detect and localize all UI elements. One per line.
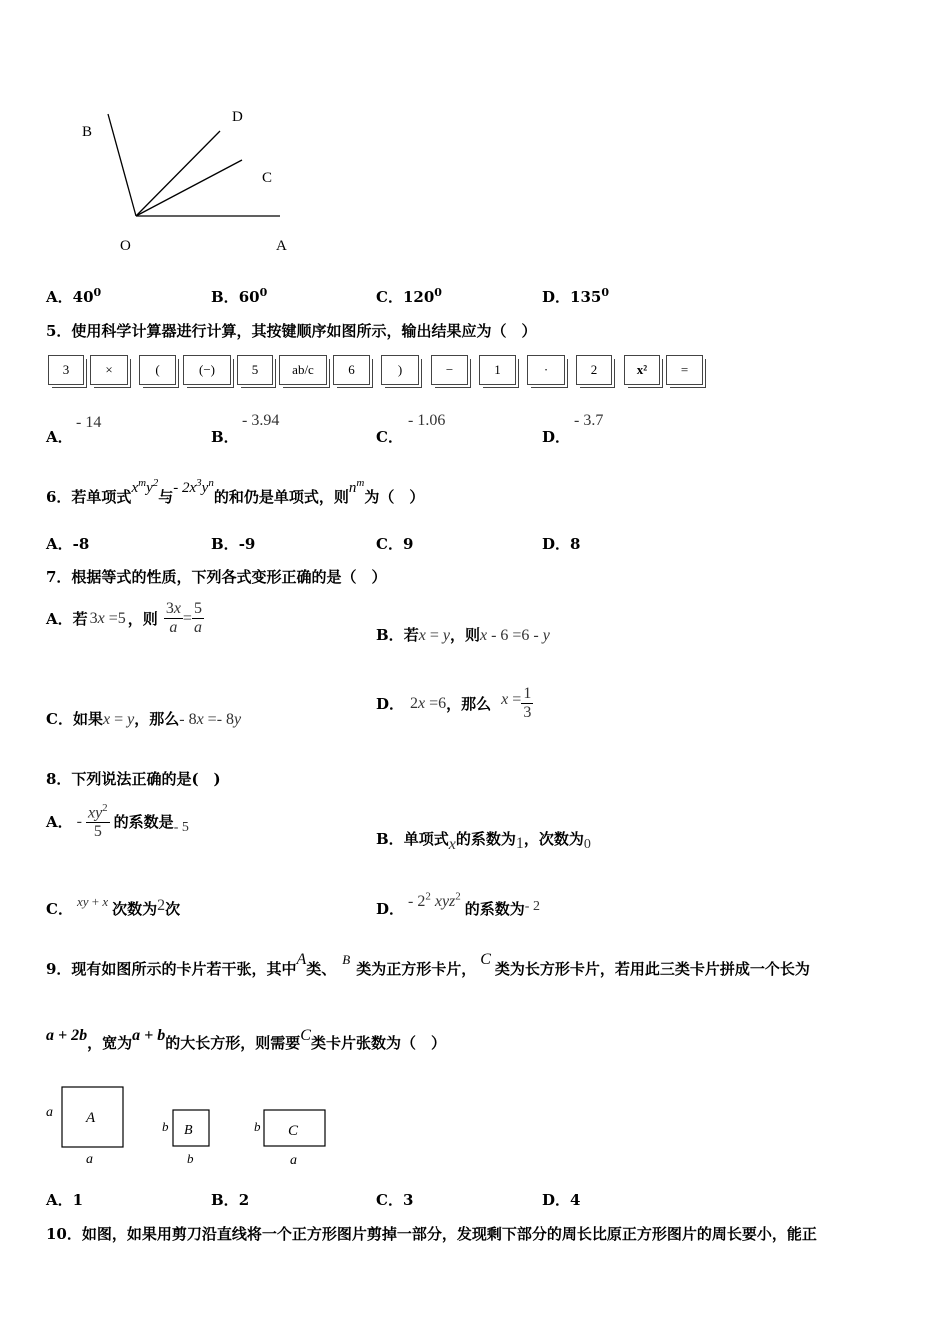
key-negative: (−) [183,355,231,385]
q8-option-a: A． - $\frac{xy^2}{5}$ 的系数是 - 5 [46,802,189,841]
key-minus: − [431,355,468,385]
angle-figure [70,100,310,260]
q5-option-b: B． [211,428,239,446]
q7-option-c: C．如果x = y，那么- 8x =- 8y [46,710,242,728]
q5-option-d: D． [542,428,571,446]
svg-text:a: a [46,1105,53,1120]
key-5: 5 [237,355,273,385]
q6-option-c: C．9 [376,535,414,553]
q6-monomial-2: - $2x^3y^n$ [173,477,214,496]
q6-option-b: B．-9 [211,535,256,553]
label-c: C [262,170,273,186]
q10-stem: 10．如图，如果用剪刀沿直线将一个正方形图片剪掉一部分，发现剩下部分的周长比原正方形图片的周长要小，能正 [46,1225,817,1243]
key-6: 6 [333,355,370,385]
q8-stem: 8．下列说法正确的是( ) [46,770,221,788]
q5-value-c: - 1.06 [408,412,446,429]
q4-option-d: D．$135^0$ [542,286,609,306]
svg-text:b: b [187,1151,194,1166]
key-open-paren: ( [139,355,176,385]
svg-text:a: a [290,1153,297,1168]
key-dot: · [527,355,565,385]
key-equals: = [666,355,703,385]
q6-option-a: A．-8 [46,535,90,553]
svg-text:A: A [86,1110,96,1126]
q7-option-a: A． 若 3x =5 ，则 $\frac{3x}{a}$ = $\frac{5}{a}$ [46,600,202,636]
q9-option-d: D．4 [542,1191,581,1209]
q9-option-b: B．2 [211,1191,250,1209]
key-2: 2 [576,355,612,385]
q4-option-c: C．$120^0$ [376,286,442,306]
q8-option-d: D． - $2^2$ xyz$^2$的系数为- 2 [376,890,540,918]
q5-value-b: - 3.94 [242,412,280,429]
svg-text:b: b [254,1119,261,1134]
label-o: O [120,238,131,254]
q4-option-b: B．$60^0$ [211,286,268,306]
q5-option-a: A． [46,428,73,446]
svg-text:a: a [86,1152,93,1167]
label-a: A [276,238,287,254]
svg-text:B: B [184,1123,193,1138]
cards-figure [40,1080,340,1170]
q5-option-c: C． [376,428,403,446]
key-fraction: ab/c [279,355,327,385]
q6-monomial-1: $x^my^2$ [131,477,159,496]
q5-value-d: - 3.7 [574,412,604,429]
q5-value-a: - 14 [76,414,102,431]
key-close-paren: ) [381,355,419,385]
q7-option-d: D． 2x =6 ，那么 x = $\frac{1}{3}$ [376,685,532,721]
q4-option-a: A．$40^0$ [46,286,102,306]
key-1: 1 [479,355,516,385]
q9-option-a: A．1 [46,1191,84,1209]
q9-option-c: C．3 [376,1191,414,1209]
q8-option-c: C． xy + x 次数为2次 [46,894,181,918]
svg-text:b: b [162,1119,169,1134]
label-d: D [232,109,243,125]
q6-expression: $n^m$ [348,477,365,496]
key-multiply: × [90,355,128,385]
svg-text:C: C [288,1123,299,1139]
q7-option-b: B．若x = y，则x - 6 =6 - y [376,626,550,644]
label-b: B [82,124,93,140]
q6-stem: 6．若单项式$x^my^2$与- $2x^3y^n$的和仍是单项式，则$n^m$为（ ） [46,477,425,506]
q7-stem: 7．根据等式的性质，下列各式变形正确的是（ ） [46,568,387,586]
q6-option-d: D．8 [542,535,581,553]
q9-stem-line2: a + 2b，宽为a + b的大长方形，则需要C类卡片张数为（ ） [46,1027,446,1052]
key-3: 3 [48,355,84,385]
q9-stem-line1: 9．现有如图所示的卡片若干张，其中A类、B类为正方形卡片，C类为长方形卡片，若用此三类卡片拼成一个长为 [46,951,810,978]
q5-stem: 5．使用科学计算器进行计算，其按键顺序如图所示，输出结果应为（ ） [46,322,537,340]
key-square: x² [624,355,660,385]
q8-option-b: B．单项式x的系数为1，次数为0 [376,830,591,853]
